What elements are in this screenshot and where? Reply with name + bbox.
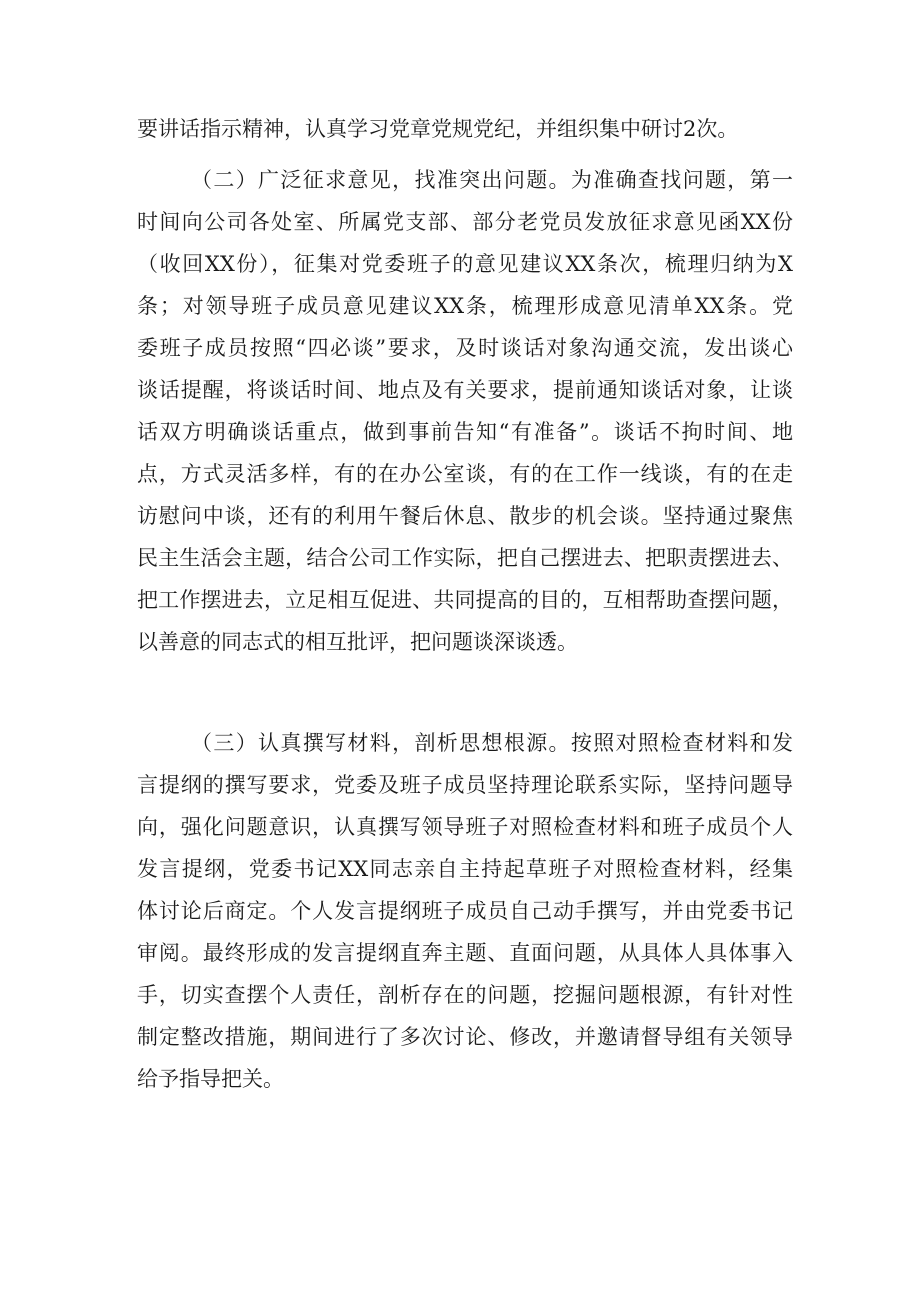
paragraph-2 bbox=[137, 159, 793, 663]
text-line: 发言提纲，党委书记XX同志亲自主持起草班子对照检查材料，经集 bbox=[137, 857, 793, 881]
text-line: 民主生活会主题，结合公司工作实际，把自己摆进去、把职责摆进去、 bbox=[137, 546, 793, 570]
text-line: （三）认真撰写材料，剖析思想根源。按照对照检查材料和发 bbox=[191, 731, 793, 755]
text-line: 委班子成员按照“四必谈”要求，及时谈话对象沟通交流，发出谈心 bbox=[137, 336, 793, 360]
text-line: 向，强化问题意识，认真撰写领导班子对照检查材料和班子成员个人 bbox=[137, 815, 793, 839]
text-line: 要讲话指示精神，认真学习党章党规党纪，并组织集中研讨2次。 bbox=[137, 117, 739, 141]
paragraph-3 bbox=[137, 722, 793, 1100]
text-line: 审阅。最终形成的发言提纲直奔主题、直面问题，从具体人具体事入 bbox=[137, 941, 793, 965]
text-line: 给予指导把关。 bbox=[137, 1067, 284, 1091]
text-line: （二）广泛征求意见，找准突出问题。为准确查找问题，第一 bbox=[191, 168, 793, 192]
text-line: （收回XX份），征集对党委班子的意见建议XX条次，梳理归纳为X bbox=[137, 252, 793, 276]
text-line: 访慰问中谈，还有的利用午餐后休息、散步的机会谈。坚持通过聚焦 bbox=[137, 504, 793, 528]
text-line: 体讨论后商定。个人发言提纲班子成员自己动手撰写，并由党委书记 bbox=[137, 899, 793, 923]
text-line: 手，切实查摆个人责任，剖析存在的问题，挖掘问题根源，有针对性 bbox=[137, 983, 793, 1007]
text-line: 时间向公司各处室、所属党支部、部分老党员发放征求意见函XX份 bbox=[137, 210, 793, 234]
text-line: 话双方明确谈话重点，做到事前告知“有准备”。谈话不拘时间、地 bbox=[137, 420, 793, 444]
text-line: 把工作摆进去，立足相互促进、共同提高的目的，互相帮助查摆问题， bbox=[137, 588, 793, 612]
text-line: 以善意的同志式的相互批评，把问题谈深谈透。 bbox=[137, 630, 578, 654]
text-line: 点，方式灵活多样，有的在办公室谈，有的在工作一线谈，有的在走 bbox=[137, 462, 793, 486]
text-line: 言提纲的撰写要求，党委及班子成员坚持理论联系实际，坚持问题导 bbox=[137, 773, 793, 797]
text-line: 制定整改措施，期间进行了多次讨论、修改，并邀请督导组有关领导 bbox=[137, 1025, 793, 1049]
text-line: 谈话提醒，将谈话时间、地点及有关要求，提前通知谈话对象，让谈 bbox=[137, 378, 793, 402]
text-line: 条；对领导班子成员意见建议XX条，梳理形成意见清单XX条。党 bbox=[137, 294, 793, 318]
paragraph-1 bbox=[137, 108, 793, 150]
